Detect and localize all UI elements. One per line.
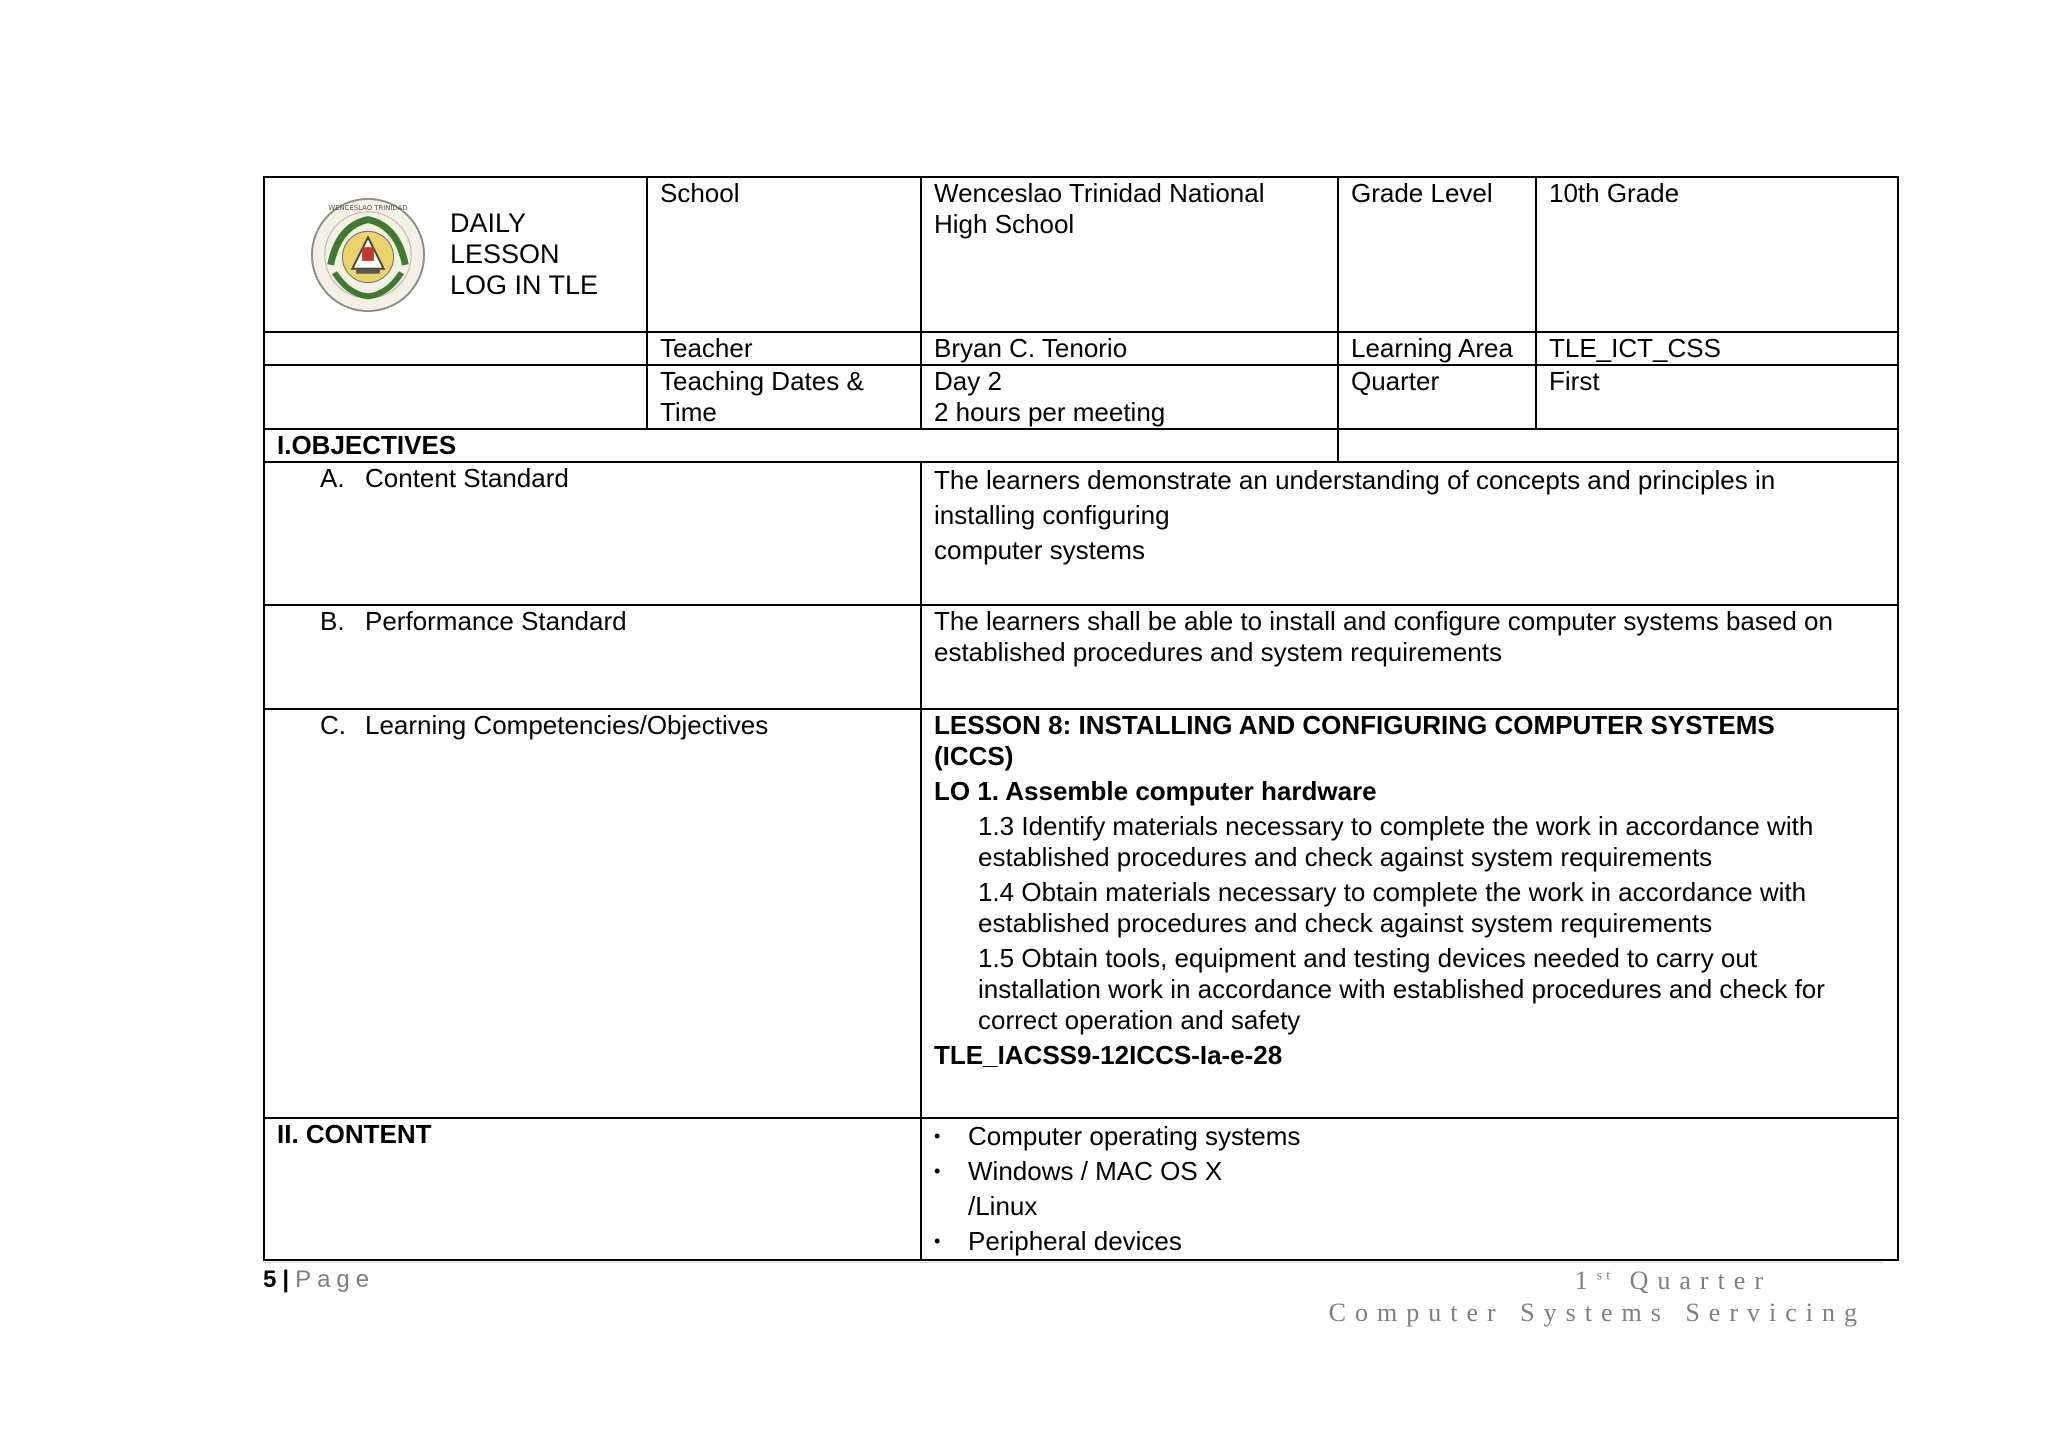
- page-separator: |: [282, 1266, 290, 1293]
- learning-area-label: Learning Area: [1338, 332, 1536, 365]
- objectives-heading-row: [264, 429, 1898, 462]
- list-item-line: Windows / MAC OS X: [968, 1156, 1223, 1186]
- title-line-1: DAILY: [450, 208, 527, 238]
- competency-line: established procedures and check against system requirements: [978, 842, 1713, 872]
- list-item: [934, 1224, 1885, 1259]
- content-standard-value: [921, 462, 1898, 605]
- list-item: [934, 1154, 1885, 1224]
- performance-standard-value: [921, 605, 1898, 709]
- footer-quarter: [1575, 1266, 1772, 1296]
- list-item-text: Computer operating systems: [968, 1121, 1301, 1151]
- title-cell: [264, 177, 647, 332]
- content-standard-label-cell: [264, 462, 921, 605]
- footer-subject: Computer Systems Servicing: [1328, 1298, 1866, 1327]
- competency-line: installation work in accordance with established procedures and check for: [978, 974, 1825, 1004]
- school-value-line-1: Wenceslao Trinidad National: [934, 178, 1265, 208]
- content-list: [934, 1119, 1885, 1259]
- competencies-label: Learning Competencies/Objectives: [365, 710, 769, 740]
- bullet: •: [934, 1126, 941, 1146]
- content-list-cell: [921, 1118, 1898, 1260]
- content-standard-row: [264, 462, 1898, 605]
- quarter-number: 1: [1574, 1266, 1597, 1295]
- dates-label-line-2: Time: [660, 397, 717, 427]
- dates-label-line-1: Teaching Dates &: [660, 366, 864, 396]
- content-row: [264, 1118, 1898, 1260]
- teaching-dates-value: [921, 365, 1338, 429]
- list-item-line: /Linux: [968, 1191, 1038, 1221]
- empty-cell: [264, 332, 647, 365]
- learning-area-value: TLE_ICT_CSS: [1536, 332, 1898, 365]
- school-label: School: [647, 177, 921, 332]
- item-letter: B.: [320, 606, 345, 636]
- document-title: [450, 208, 598, 301]
- objectives-heading: I.OBJECTIVES: [264, 429, 1338, 462]
- page-number: [263, 1266, 375, 1294]
- content-standard-label: Content Standard: [365, 463, 569, 493]
- grade-value: 10th Grade: [1536, 177, 1898, 332]
- quarter-label: Quarter: [1338, 365, 1536, 429]
- performance-standard-row: [264, 605, 1898, 709]
- item-letter: C.: [320, 710, 346, 740]
- item-letter: A.: [320, 463, 345, 493]
- competency-line: 1.5 Obtain tools, equipment and testing devices needed to carry out: [978, 943, 1758, 973]
- competency-line: correct operation and safety: [978, 1005, 1301, 1035]
- list-item-text: [968, 1154, 1222, 1224]
- performance-standard-line-2: established procedures and system requirements: [934, 637, 1502, 667]
- page-word: Page: [295, 1266, 376, 1293]
- content-standard-line-2: installing configuring: [934, 500, 1170, 530]
- daily-lesson-log-table: [263, 176, 1899, 1261]
- title-line-3: LOG IN TLE: [450, 270, 599, 300]
- lesson-title-line-1: LESSON 8: INSTALLING AND CONFIGURING COMPUTER SYSTEMS: [934, 710, 1775, 740]
- content-standard-line-1: The learners demonstrate an understanding of concepts and principles in: [934, 465, 1776, 495]
- performance-standard-label-cell: [264, 605, 921, 709]
- school-seal-icon: [309, 196, 427, 314]
- footer-rule: [263, 1262, 1883, 1263]
- learning-outcome: LO 1. Assemble computer hardware: [934, 776, 1377, 806]
- performance-standard-line-1: The learners shall be able to install and configure computer systems based on: [934, 606, 1833, 636]
- competencies-label-cell: [264, 709, 921, 1118]
- competency-code: TLE_IACSS9-12ICCS-Ia-e-28: [934, 1040, 1283, 1070]
- competency-line: 1.3 Identify materials necessary to complete the work in accordance with: [978, 811, 1814, 841]
- school-value-line-2: High School: [934, 209, 1075, 239]
- content-standard-line-3: computer systems: [934, 535, 1145, 565]
- teacher-label: Teacher: [647, 332, 921, 365]
- quarter-word: Quarter: [1629, 1266, 1772, 1295]
- quarter-suffix: st: [1596, 1268, 1615, 1284]
- competencies-row: [264, 709, 1898, 1118]
- competency-line: 1.4 Obtain materials necessary to complete the work in accordance with: [978, 877, 1807, 907]
- competency-item: [978, 877, 1885, 939]
- header-row-school: [264, 177, 1898, 332]
- title-line-2: LESSON: [450, 239, 560, 269]
- empty-cell: [264, 365, 647, 429]
- list-item: [934, 1119, 1885, 1154]
- dates-value-line-2: 2 hours per meeting: [934, 397, 1166, 427]
- svg-text:WENCESLAO TRINIDAD: WENCESLAO TRINIDAD: [328, 203, 408, 212]
- competency-item: [978, 811, 1885, 873]
- grade-label: Grade Level: [1338, 177, 1536, 332]
- dates-value-line-1: Day 2: [934, 366, 1002, 396]
- competency-item: [978, 943, 1885, 1036]
- competencies-value: [921, 709, 1898, 1118]
- teaching-dates-label: [647, 365, 921, 429]
- empty-cell: [1338, 429, 1898, 462]
- performance-standard-label: Performance Standard: [365, 606, 627, 636]
- header-row-teacher: [264, 332, 1898, 365]
- lesson-title-line-2: (ICCS): [934, 741, 1014, 771]
- content-heading: II. CONTENT: [264, 1118, 921, 1260]
- teacher-value: Bryan C. Tenorio: [921, 332, 1338, 365]
- header-row-dates: [264, 365, 1898, 429]
- bullet: •: [934, 1231, 941, 1251]
- quarter-value: First: [1536, 365, 1898, 429]
- page-number-value: 5: [263, 1266, 277, 1293]
- list-item-text: Peripheral devices: [968, 1226, 1182, 1256]
- school-value: [921, 177, 1338, 332]
- competency-line: established procedures and check against system requirements: [978, 908, 1713, 938]
- bullet: •: [934, 1161, 941, 1181]
